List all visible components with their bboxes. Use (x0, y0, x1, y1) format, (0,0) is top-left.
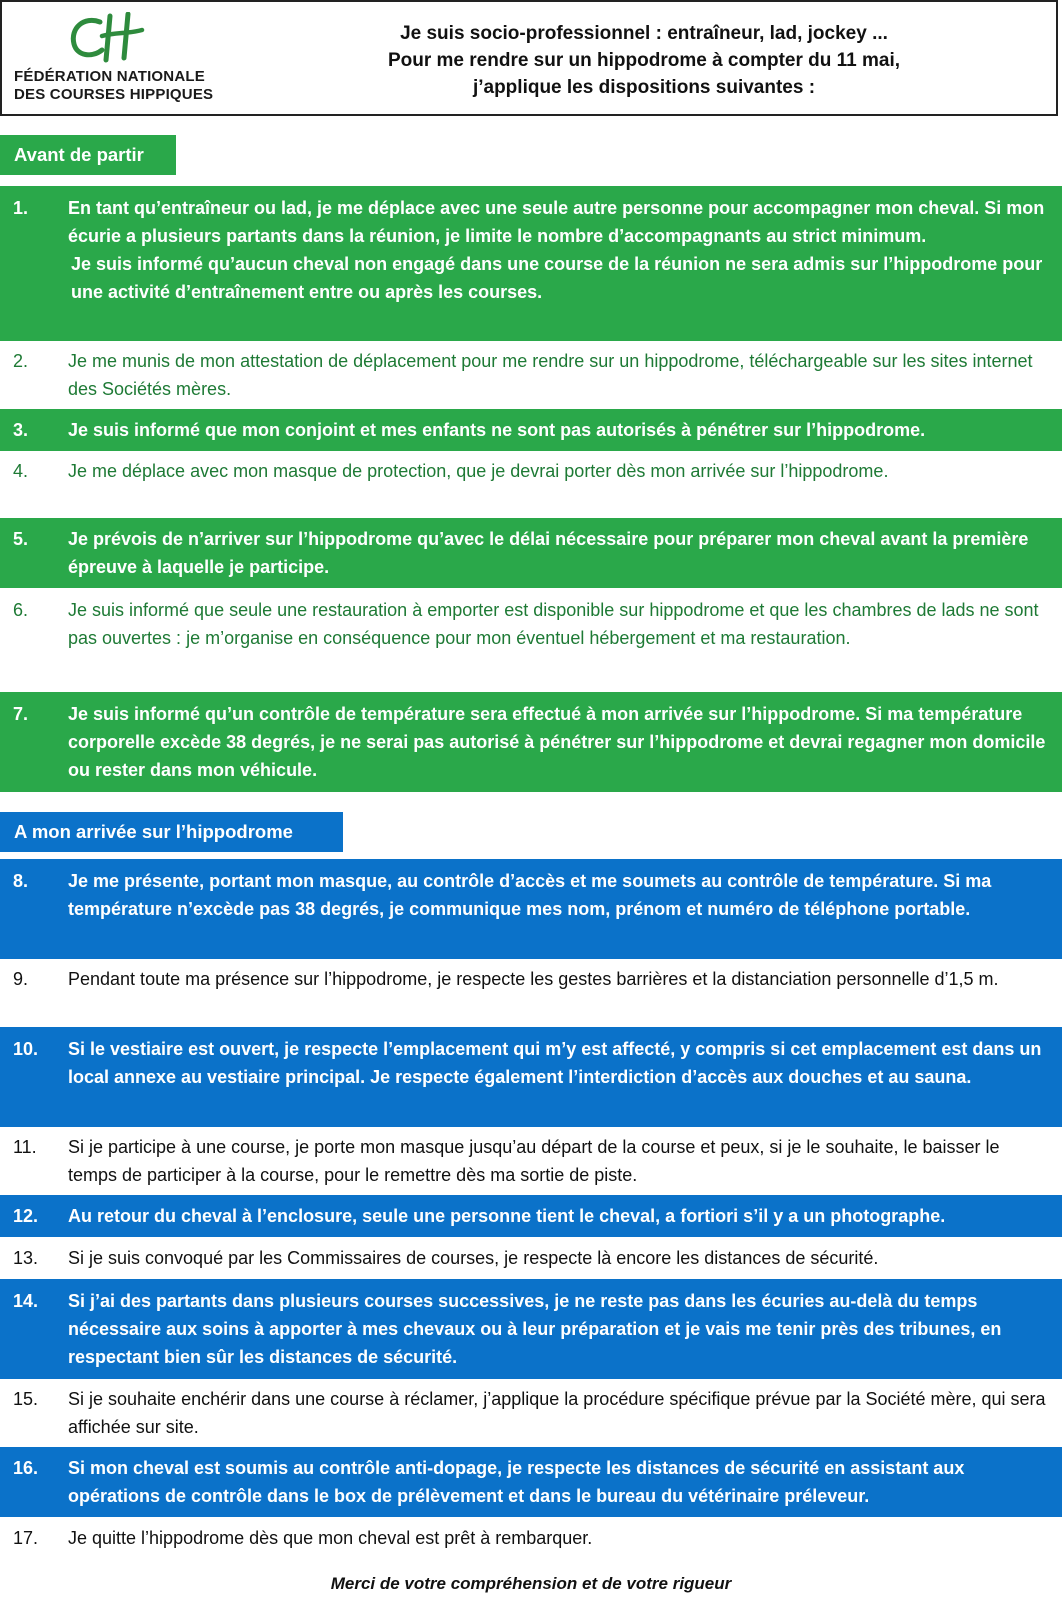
item-text: Pendant toute ma présence sur l’hippodrome, je respecte les gestes barrières et la distanciation personnelle d’1,5 m. (68, 969, 999, 989)
logo-line-2: DES COURSES HIPPIQUES (14, 86, 214, 103)
header-title (252, 20, 1036, 101)
item-number: 12. (13, 1206, 39, 1226)
header-line-2: Pour me rendre sur un hippodrome à compter du 11 mai, (387, 50, 901, 71)
list-item-8 (0, 859, 1062, 959)
list-item-3 (0, 409, 1062, 451)
item-text: Si mon cheval est soumis au contrôle anti-dopage, je respecte les distances de sécurité en assistant aux opérations de contrôle dans le box de prélèvement et dans le bureau du vétérinaire préleveur. (68, 1458, 965, 1506)
item-text: Je me présente, portant mon masque, au contrôle d’accès et me soumets au contrôle de température. Si ma température n’excède pas 38 degrés, je communique mes nom, prénom et numéro de téléphone portable. (68, 871, 992, 919)
list-item-12 (0, 1195, 1062, 1237)
fncp-logo (14, 12, 214, 108)
item-text: Au retour du cheval à l’enclosure, seule une personne tient le cheval, a fortiori s’il y a un photographe. (68, 1206, 946, 1226)
item-text: Je prévois de n’arriver sur l’hippodrome qu’avec le délai nécessaire pour préparer mon cheval avant la première épreuve à laquelle je participe. (68, 529, 1029, 577)
item-text: Si je souhaite enchérir dans une course à réclamer, j’applique la procédure spécifique prévue par la Société mère, qui sera affichée sur site. (68, 1389, 1046, 1437)
logo-line-1: FÉDÉRATION NATIONALE (14, 68, 205, 85)
item-number: 14. (13, 1291, 39, 1311)
item-text: Si j’ai des partants dans plusieurs courses successives, je ne reste pas dans les écuries au-delà du temps nécessaire aux soins à apporter à mes chevaux ou à leur préparation et je vais me tenir près des tribunes, en respectant bien sûr les distances de sécurité. (68, 1291, 1002, 1367)
item-text: Je suis informé que seule une restauration à emporter est disponible sur hippodrome et que les chambres de lads ne sont pas ouvertes : je m’organise en conséquence pour mon éventuel hébergement et ma restauration. (68, 600, 1039, 648)
item-number: 9. (13, 969, 29, 989)
item-text (68, 194, 1050, 306)
list-item-7 (0, 692, 1062, 792)
item-text: Je me munis de mon attestation de déplacement pour me rendre sur un hippodrome, téléchargeable sur les sites internet des Sociétés mères. (68, 351, 1033, 399)
item-number: 1. (13, 198, 29, 218)
item-text-part-2: Je suis informé qu’aucun cheval non engagé dans une course de la réunion ne sera admis sur l’hippodrome pour une activité d’entraînement entre ou après les courses. (71, 254, 1043, 302)
item-number: 17. (13, 1528, 39, 1548)
item-number: 11. (13, 1137, 37, 1157)
header-line-3: j’applique les dispositions suivantes : (472, 77, 816, 98)
list-item-2 (0, 341, 1062, 409)
item-text: Je quitte l’hippodrome dès que mon cheval est prêt à rembarquer. (68, 1528, 593, 1548)
item-number: 15. (13, 1389, 39, 1409)
logo-text (14, 68, 214, 104)
section-before-label: Avant de partir (0, 135, 176, 175)
list-item-14 (0, 1279, 1062, 1379)
item-number: 4. (13, 461, 29, 481)
item-number: 2. (13, 351, 29, 371)
footer-thanks: Merci de votre compréhension et de votre rigueur (330, 1574, 732, 1593)
list-item-10 (0, 1027, 1062, 1127)
list-item-16 (0, 1447, 1062, 1517)
list-item-1 (0, 186, 1062, 341)
item-number: 10. (13, 1039, 39, 1059)
section-arrival-label: A mon arrivée sur l’hippodrome (0, 812, 343, 852)
header-line-1: Je suis socio-professionnel : entraîneur, lad, jockey ... (400, 23, 888, 44)
list-item-4 (0, 451, 1062, 518)
item-number: 8. (13, 871, 29, 891)
item-number: 16. (13, 1458, 39, 1478)
list-item-11 (0, 1127, 1062, 1195)
item-number: 13. (13, 1248, 39, 1268)
header-box (0, 0, 1058, 116)
list-item-9 (0, 959, 1062, 1027)
item-text: Si je participe à une course, je porte mon masque jusqu’au départ de la course et peux, si je le souhaite, le baisser le temps de participer à la course, pour le remettre dès ma sortie de piste. (68, 1137, 1000, 1185)
list-item-13 (0, 1237, 1062, 1279)
list-item-17 (0, 1517, 1062, 1559)
item-number: 5. (13, 529, 29, 549)
item-text: Si je suis convoqué par les Commissaires de courses, je respecte là encore les distances de sécurité. (68, 1248, 879, 1268)
item-text: Je suis informé que mon conjoint et mes enfants ne sont pas autorisés à pénétrer sur l’hippodrome. (68, 420, 926, 440)
item-text: Si le vestiaire est ouvert, je respecte l’emplacement qui m’y est affecté, y compris si cet emplacement est dans un local annexe au vestiaire principal. Je respecte également l’interdiction d’accès aux douches et au sauna. (68, 1039, 1042, 1087)
item-text-part-1: En tant qu’entraîneur ou lad, je me déplace avec une seule autre personne pour accompagner mon cheval. Si mon écurie a plusieurs partants dans la réunion, je limite le nombre d’accompagnants au strict minimum. (68, 198, 1045, 246)
item-text: Je suis informé qu’un contrôle de température sera effectué à mon arrivée sur l’hippodrome. Si ma température corporelle excède 38 degrés, je ne serai pas autorisé à pénétrer sur l’hippodrome et devrai regagner mon domicile ou rester dans mon véhicule. (68, 704, 1046, 780)
list-item-5 (0, 518, 1062, 588)
item-number: 3. (13, 420, 29, 440)
item-number: 7. (13, 704, 29, 724)
list-item-15 (0, 1379, 1062, 1447)
item-number: 6. (13, 600, 29, 620)
ch-logo-icon (66, 12, 146, 64)
list-item-6 (0, 588, 1062, 692)
item-text: Je me déplace avec mon masque de protection, que je devrai porter dès mon arrivée sur l’hippodrome. (68, 461, 889, 481)
